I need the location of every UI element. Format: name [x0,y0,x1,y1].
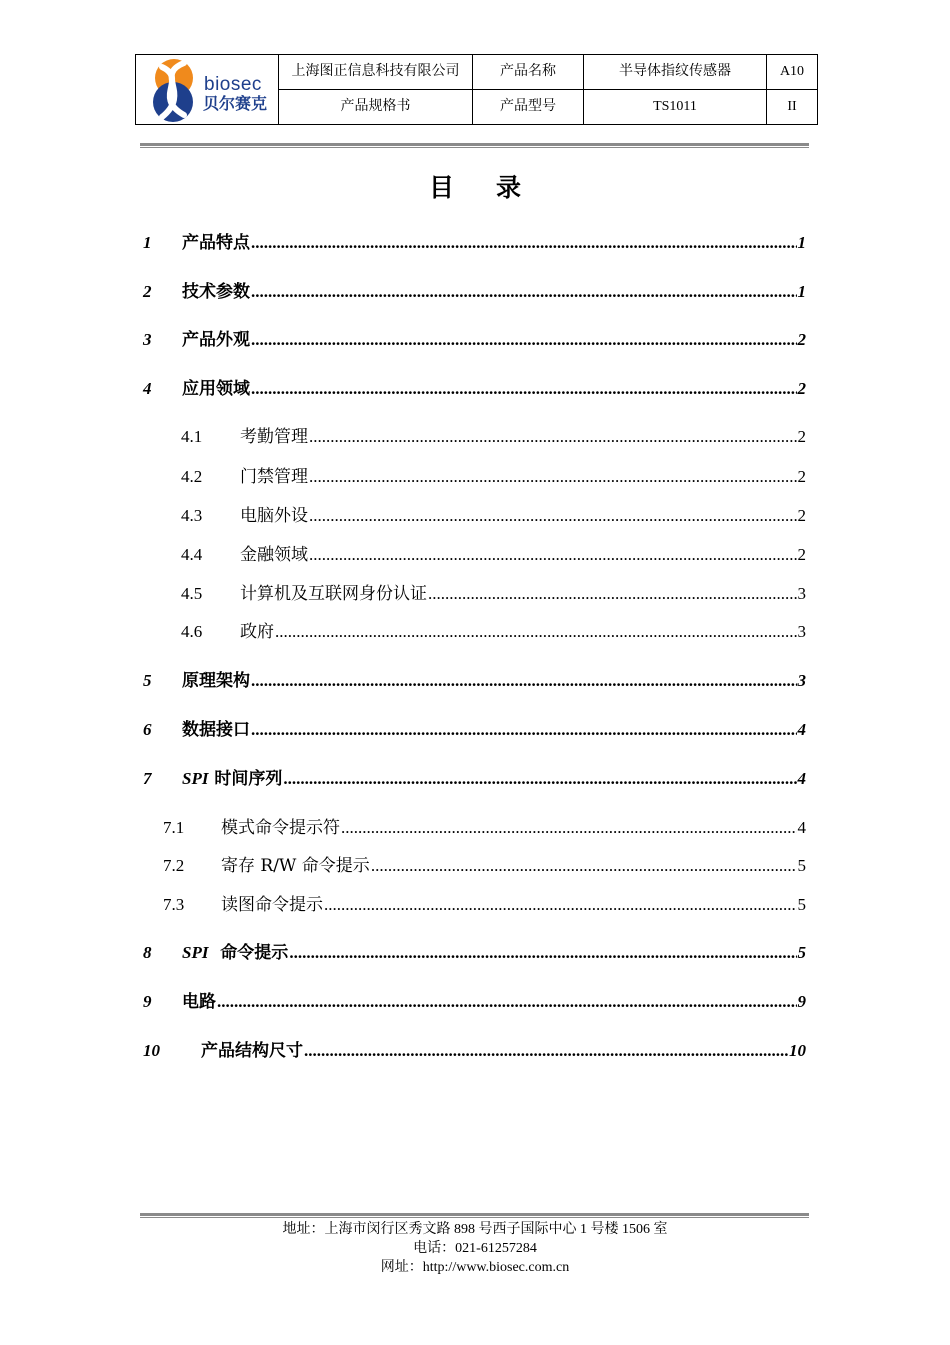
toc-entry-4-5[interactable] [181,579,806,603]
toc-entry-text: 寄存 R/W 命令提示 [221,856,370,876]
toc-entry-text: 政府 [240,622,274,642]
toc-entry-text: 产品结构尺寸 [201,1041,303,1061]
toc-dot-leader [251,671,797,691]
toc-entry-7-3[interactable] [163,890,806,914]
toc-entry-9[interactable] [143,987,806,1011]
toc-entry-page: 3 [797,671,806,690]
toc-entry-number: 4.3 [181,506,203,525]
document-revision: II [767,90,818,125]
toc-entry-text: 产品外观 [182,330,250,350]
toc-entry-4[interactable] [143,374,806,398]
toc-entry-page: 2 [797,506,806,525]
toc-entry-number: 8 [143,943,152,962]
toc-entry-text [182,938,288,963]
toc-dot-leader [289,943,796,963]
document-code: A10 [767,55,818,90]
toc-entry-number: 3 [143,330,152,349]
toc-entry-6[interactable] [143,715,806,739]
footer-divider [140,1213,809,1216]
toc-dot-leader [309,545,797,565]
document-header-table [135,54,818,125]
toc-dot-leader [251,379,797,399]
product-name-label: 产品名称 [473,55,584,90]
toc-entry-text: 数据接口 [182,720,250,740]
toc-dot-leader [324,895,797,915]
footer-divider-thin [140,1217,809,1218]
toc-dot-leader [309,467,797,487]
toc-entry-page: 5 [797,895,806,914]
toc-entry-page: 5 [797,943,806,962]
toc-entry-page: 5 [797,856,806,875]
toc-entry-page: 2 [797,330,806,349]
toc-entry-text: 应用领域 [182,379,250,399]
footer-phone: 电话：021-61257284 [413,1241,537,1256]
toc-dot-leader [371,856,797,876]
brand-chinese: 贝尔赛克 [203,94,268,113]
toc-entry-7[interactable] [143,764,806,788]
toc-dot-leader [275,622,797,642]
toc-entry-page: 4 [797,720,806,739]
toc-entry-page: 3 [797,584,806,603]
toc-entry-number: 7.1 [163,818,185,837]
biosec-logo-icon [144,57,204,123]
toc-dot-leader [283,769,796,789]
toc-dot-leader [304,1041,788,1061]
toc-entry-number: 1 [143,233,152,252]
toc-entry-text: 计算机及互联网身份认证 [240,584,427,604]
toc-entry-text: 金融领域 [240,545,308,565]
toc-entry-page: 9 [797,992,806,1011]
document-type: 产品规格书 [279,90,473,125]
toc-entry-4-1[interactable] [181,422,806,446]
toc-entry-4-2[interactable] [181,462,806,486]
toc-entry-text-prefix: SPI [182,943,209,962]
toc-entry-text: 电路 [182,992,216,1012]
toc-entry-2[interactable] [143,277,806,301]
toc-entry-page: 1 [797,233,806,252]
toc-entry-page: 2 [797,379,806,398]
toc-entry-number: 4 [143,379,152,398]
toc-dot-leader [428,584,797,604]
toc-entry-text: 产品特点 [182,233,250,253]
footer-address: 地址：上海市闵行区秀文路 898 号西子国际中心 1 号楼 1506 室 [282,1222,668,1237]
toc-entry-number: 4.1 [181,427,203,446]
toc-entry-number: 4.6 [181,622,203,641]
toc-entry-page: 10 [789,1041,806,1060]
toc-entry-text: 考勤管理 [240,427,308,447]
product-name-value: 半导体指纹传感器 [584,55,767,90]
toc-entry-3[interactable] [143,325,806,349]
toc-entry-number: 7 [143,769,152,788]
company-name: 上海图正信息科技有限公司 [279,55,473,90]
toc-dot-leader [251,330,797,350]
toc-entry-number: 9 [143,992,152,1011]
toc-entry-number: 10 [143,1041,160,1060]
toc-entry-10[interactable] [143,1036,806,1060]
toc-dot-leader [251,233,797,253]
toc-dot-leader [251,282,797,302]
brand-english: biosec [204,74,262,95]
biosec-logo [136,55,278,124]
toc-entry-text: 门禁管理 [240,467,308,487]
toc-entry-number: 4.5 [181,584,203,603]
toc-entry-text-main: 命令提示 [208,943,289,963]
toc-entry-number: 7.3 [163,895,185,914]
toc-entry-4-6[interactable] [181,617,806,641]
toc-entry-7-1[interactable] [163,813,806,837]
toc-entry-page: 4 [797,818,806,837]
toc-entry-7-2[interactable] [163,851,806,875]
toc-dot-leader [251,720,797,740]
toc-dot-leader [309,427,797,447]
toc-entry-page: 3 [797,622,806,641]
toc-entry-number: 2 [143,282,152,301]
toc-entry-text-main: 时间序列 [208,769,283,789]
toc-dot-leader [341,818,797,838]
header-divider-thin [140,147,809,148]
toc-entry-page: 1 [797,282,806,301]
toc-entry-number: 4.2 [181,467,203,486]
toc-entry-text: 模式命令提示符 [221,818,340,838]
toc-entry-text [182,764,282,789]
toc-entry-page: 2 [797,545,806,564]
toc-entry-text: 技术参数 [182,282,250,302]
toc-entry-page: 4 [797,769,806,788]
toc-entry-text: 电脑外设 [240,506,308,526]
product-model-value: TS1011 [584,90,767,125]
toc-entry-1[interactable] [143,228,806,252]
toc-entry-number: 5 [143,671,152,690]
toc-entry-5[interactable] [143,666,806,690]
toc-entry-page: 2 [797,427,806,446]
toc-entry-text: 读图命令提示 [221,895,323,915]
toc-dot-leader [309,506,797,526]
product-model-label: 产品型号 [473,90,584,125]
toc-entry-number: 7.2 [163,856,185,875]
toc-entry-8[interactable] [143,938,806,962]
footer-website[interactable]: 网址：http://www.biosec.com.cn [380,1260,570,1275]
toc-entry-4-4[interactable] [181,540,806,564]
toc-entry-4-3[interactable] [181,501,806,525]
toc-entry-text: 原理架构 [182,671,250,691]
toc-title: 目录 [428,173,563,202]
header-divider [140,143,809,146]
toc-entry-number: 4.4 [181,545,203,564]
toc-entry-text-prefix: SPI [182,769,209,788]
toc-dot-leader [217,992,797,1012]
toc-entry-number: 6 [143,720,152,739]
logo-cell [136,55,279,125]
toc-entry-page: 2 [797,467,806,486]
